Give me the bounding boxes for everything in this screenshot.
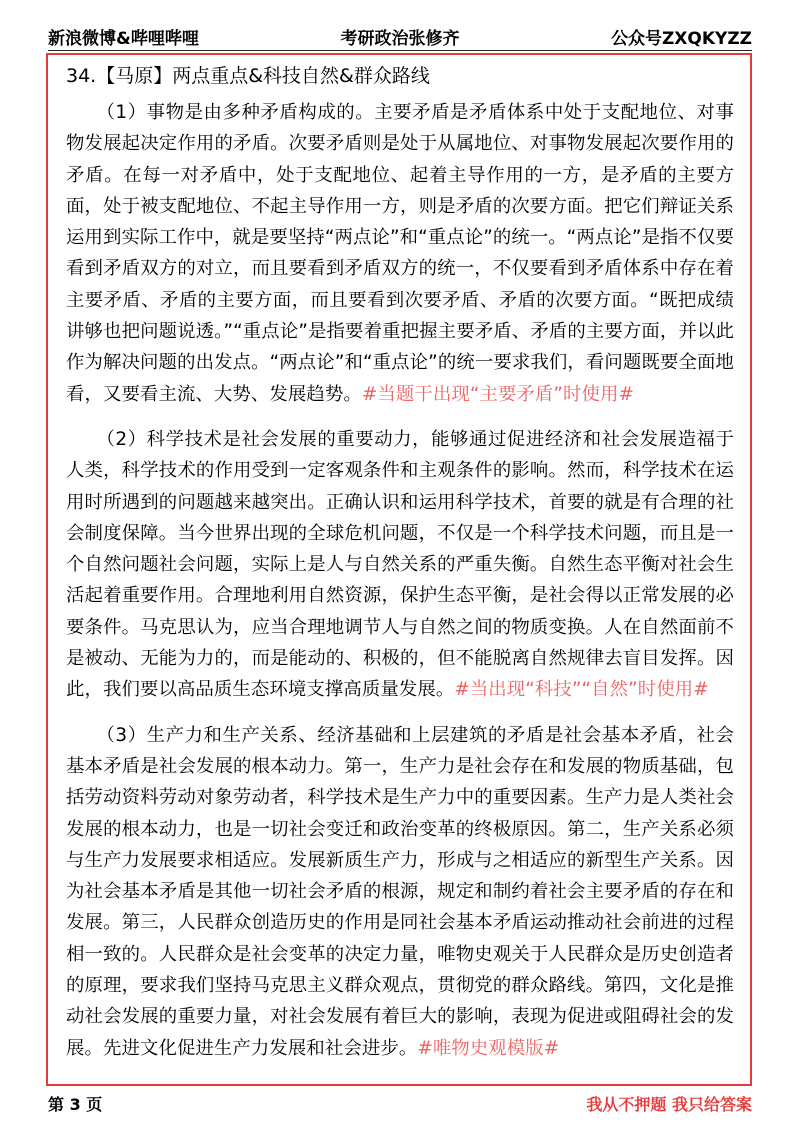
paragraph-3-text: （3）生产力和生产关系、经济基础和上层建筑的矛盾是社会基本矛盾，社会基本矛盾是社会发展的根本动力。第一，生产力是社会存在和发展的物质基础，包括劳动资料劳动对象劳动者，科学技术是生产力中的重要因素。生产力是人类社会发展的根本动力，也是一切社会变迁和政治变革的终极原因。第二，生产关系必须与生产力发展要求相适应。发展新质生产力，形成与之相适应的新型生产关系。因为社会基本矛盾是其他一切社会矛盾的根源，规定和制约着社会主要矛盾的存在和发展。第三，人民群众创造历史的作用是同社会基本矛盾运动推动社会前进的过程相一致的。人民群众是社会变革的决定力量，唯物史观关于人民群众是历史创造者的原理，要求我们坚持马克思主义群众观点，贯彻党的群众路线。第四，文化是推动社会发展的重要力量，对社会发展有着巨大的影响，表现为促进或阻碍社会的发展。先进文化促进生产力发展和社会进步。: [66, 724, 734, 1059]
paragraph-3-tag: #唯物史观模版#: [417, 1037, 560, 1059]
header-left-text: 新浪微博&哔哩哔哩: [48, 28, 199, 49]
content-frame: [46, 53, 752, 1086]
section-title: 34.【马原】两点重点&科技自然&群众路线: [66, 65, 430, 87]
paragraph-2-text: （2）科学技术是社会发展的重要动力，能够通过促进经济和社会发展造福于人类，科学技术的作用受到一定客观条件和主观条件的影响。然而，科学技术在运用时所遇到的问题越来越突出。正确认识和运用科学技术，首要的就是有合理的社会制度保障。当今世界出现的全球危机问题，不仅是一个科学技术问题，而且是一个自然问题社会问题，实际上是人与自然关系的严重失衡。自然生态平衡对社会生活起着重要作用。合理地利用自然资源，保护生态平衡，是社会得以正常发展的必要条件。马克思认为，应当合理地调节人与自然之间的物质变换。人在自然面前不是被动、无能为力的，而是能动的、积极的，但不能脱离自然规律去盲目发挥。因此，我们要以高品质生态环境支撑高质量发展。: [66, 428, 734, 701]
page-header: [48, 22, 752, 51]
header-right-text: 公众号ZXQKYZZ: [610, 28, 752, 49]
paragraph-2: [66, 424, 734, 706]
footer-slogan: 我从不押题 我只给答案: [586, 1094, 752, 1114]
page-number: 第 3 页: [48, 1094, 103, 1114]
header-center-text: 考研政治张修齐: [340, 28, 460, 49]
paragraph-1-tag: #当题干出现“主要矛盾”时使用#: [361, 383, 635, 405]
paragraph-1-text: （1）事物是由多种矛盾构成的。主要矛盾是矛盾体系中处于支配地位、对事物发展起决定作用的矛盾。次要矛盾则是处于从属地位、对事物发展起次要作用的矛盾。在每一对矛盾中，处于支配地位、起着主导作用的一方，是矛盾的主要方面，处于被支配地位、不起主导作用一方，则是矛盾的次要方面。把它们辩证关系运用到实际工作中，就是要坚持“两点论”和“重点论”的统一。“两点论”是指不仅要看到矛盾双方的对立，而且要看到矛盾双方的统一，不仅要看到矛盾体系中存在着主要矛盾、矛盾的主要方面，而且要看到次要矛盾、矛盾的次要方面。“既把成绩讲够也把问题说透。”“重点论”是指要着重把握主要矛盾、矛盾的主要方面，并以此作为解决问题的出发点。“两点论”和“重点论”的统一要求我们，看问题既要全面地看，又要看主流、大势、发展趋势。: [66, 102, 734, 405]
page-footer: [48, 1091, 752, 1115]
paragraph-2-tag: #当出现“科技”“自然”时使用#: [454, 679, 709, 701]
paragraph-3: [66, 720, 734, 1064]
paragraph-1: [66, 97, 734, 410]
